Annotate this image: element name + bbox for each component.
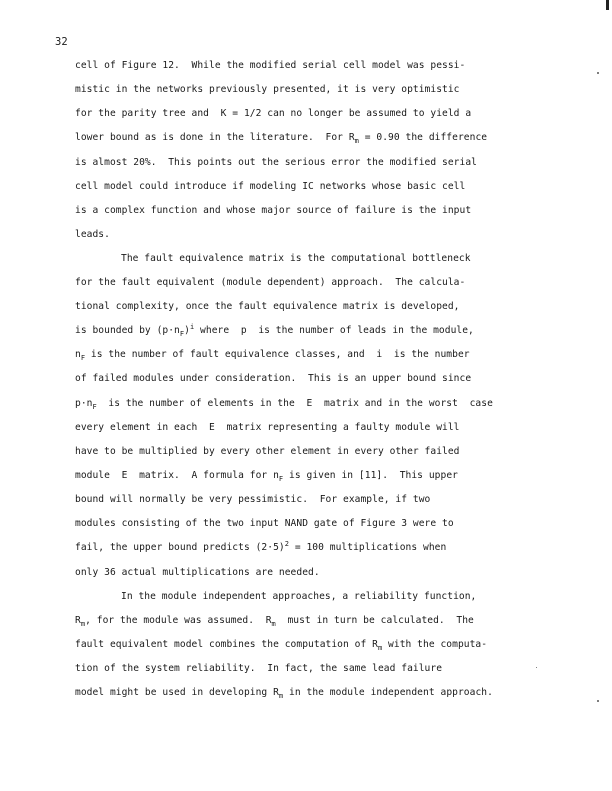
text-line: The fault equivalence matrix is the computational bottleneck — [121, 253, 471, 264]
text-line: tion of the system reliability. In fact, the same lead failure — [75, 663, 443, 674]
text-line: model might be used in developing $R_m$ in the module independent approach. — [75, 687, 493, 700]
text-line: $p\cdot n_F$ is the number of elements in the E matrix and in the worst case — [75, 398, 493, 411]
text-line: lower bound as is done in the literature. For $R_m = 0.90$ the difference — [75, 132, 488, 145]
page-number: 32 — [55, 36, 68, 48]
text-line: In the module independent approaches, a reliability function, — [121, 591, 477, 602]
text-line: modules consisting of the two input NAND gate of Figure 3 were to — [75, 518, 454, 529]
text-line: of failed modules under consideration. This is an upper bound since — [75, 373, 472, 384]
text-line: module E matrix. A formula for $n_F$ is given in [11]. This upper — [75, 470, 458, 483]
text-line: cell model could introduce if modeling IC networks whose basic cell — [75, 181, 466, 192]
text-line: tional complexity, once the fault equivalence matrix is developed, — [75, 301, 460, 312]
text-line: for the fault equivalent (module dependent) approach. The calcula- — [75, 277, 466, 288]
text-line: cell of Figure 12. While the modified serial cell model was pessi- — [75, 60, 466, 71]
text-line: mistic in the networks previously presented, it is very optimistic — [75, 84, 460, 95]
scan-speck — [536, 667, 537, 668]
text-line: is bounded by $(p\cdot n_F)^i$ where p is the number of leads in the module, — [75, 322, 474, 338]
text-line: every element in each E matrix representing a faulty module will — [75, 422, 460, 433]
text-line: leads. — [75, 229, 110, 240]
text-line: is a complex function and whose major source of failure is the input — [75, 205, 472, 216]
text-line: bound will normally be very pessimistic. For example, if two — [75, 494, 431, 505]
text-line: for the parity tree and K = 1/2 can no longer be assumed to yield a — [75, 108, 472, 119]
text-line: $R_m$, for the module was assumed. $R_m$ must in turn be calculated. The — [75, 615, 474, 628]
text-line: is almost 20%. This points out the serious error the modified serial — [75, 157, 477, 168]
scan-speck — [597, 72, 599, 74]
text-line: fault equivalent model combines the computation of $R_m$ with the computa- — [75, 639, 488, 652]
text-line: have to be multiplied by every other element in every other failed — [75, 446, 460, 457]
scan-edge-mark — [606, 0, 609, 10]
text-line: only 36 actual multiplications are needed. — [75, 567, 320, 578]
text-line: fail, the upper bound predicts $(2\cdot 5)^2 = 100$ multiplications when — [75, 539, 447, 553]
text-line: $n_F$ is the number of fault equivalence classes, and i is the number — [75, 349, 470, 362]
scan-speck — [597, 700, 599, 702]
